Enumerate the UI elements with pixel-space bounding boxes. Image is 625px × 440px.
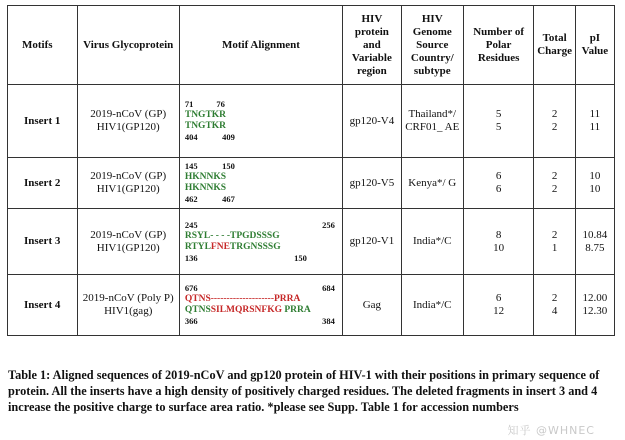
position-number: 404 [184, 132, 198, 142]
alignment-cell [179, 275, 342, 336]
position-number: 462 [184, 194, 198, 204]
glycoprotein-line: 2019-nCoV (GP) [90, 228, 167, 241]
sequence-top [185, 110, 340, 121]
value-line: 2 [551, 121, 558, 133]
position-number: 136 [184, 252, 198, 263]
value-line: 12 [493, 305, 505, 317]
value-line: 10.84 [582, 228, 608, 241]
value-line: 2 [551, 108, 558, 120]
watermark: 知乎 @WHNEC [507, 424, 595, 437]
position-number: 76 [216, 99, 225, 109]
position-number: 384 [322, 316, 335, 326]
pi-cell [575, 158, 614, 209]
sequence-segment: TRGNSSSG [229, 241, 281, 252]
pi-cell [575, 209, 614, 275]
motif-label: Insert 2 [8, 158, 78, 209]
motif-label: Insert 1 [8, 85, 78, 158]
value-line: 6 [495, 183, 502, 195]
value-line: 5 [495, 121, 502, 133]
top-positions [185, 220, 335, 231]
value-line: 2 [551, 292, 558, 304]
table-row [8, 158, 615, 209]
pi-cell [575, 85, 614, 158]
glycoprotein-line: HIV1(GP120) [96, 183, 160, 195]
sequence-top [185, 294, 340, 305]
motif-table [7, 5, 615, 336]
value-line: 6 [495, 170, 502, 182]
header-motifs: Motifs [8, 6, 78, 85]
header-row [8, 6, 615, 85]
sequence-bottom [185, 121, 340, 132]
sequence-segment: TNGTKR [184, 110, 227, 120]
position-number: 150 [222, 161, 235, 171]
position-number: 467 [222, 194, 235, 204]
header-source: HIV Genome Source Country/ subtype [401, 6, 463, 85]
bottom-positions [185, 132, 235, 143]
sequence-bottom [185, 242, 340, 253]
glycoprotein-line: 2019-nCoV (GP) [90, 108, 167, 120]
motif-label: Insert 4 [8, 275, 78, 336]
glycoprotein-line: HIV1(GP120) [96, 121, 160, 133]
value-line: 8.75 [585, 241, 605, 254]
sequence-segment: QTNS--------------------PRRA [184, 294, 301, 304]
position-number: 256 [322, 219, 335, 230]
charge-cell [534, 209, 575, 275]
position-number: 145 [184, 161, 198, 171]
header-pi: pI Value [575, 6, 614, 85]
position-number: 684 [322, 283, 335, 293]
value-line: 12.00 [582, 292, 608, 304]
glycoprotein-line: 2019-nCoV (Poly P) [82, 292, 174, 304]
sequence-bottom [185, 305, 340, 316]
top-positions [185, 283, 335, 294]
polar-cell [463, 275, 534, 336]
charge-cell [534, 85, 575, 158]
sequence-top [185, 231, 340, 242]
glycoprotein-cell [77, 158, 179, 209]
glycoprotein-cell [77, 275, 179, 336]
value-line: 2 [551, 228, 558, 241]
alignment-cell [179, 209, 342, 275]
value-line: 10 [493, 241, 505, 254]
sequence-segment: QTNS [184, 305, 211, 315]
polar-cell [463, 209, 534, 275]
inserted-segment: FNE [210, 241, 230, 252]
data-table-wrapper [7, 5, 615, 336]
value-line: 2 [551, 170, 558, 182]
glycoprotein-line: HIV1(GP120) [96, 241, 160, 254]
value-line: 4 [551, 305, 558, 317]
header-glycoprotein: Virus Glycoprotein [77, 6, 179, 85]
value-line: 10 [589, 170, 601, 182]
value-line: 1 [551, 241, 558, 254]
header-charge: Total Charge [534, 6, 575, 85]
sequence-segment: HKNNKS [184, 172, 227, 182]
table-row [8, 209, 615, 275]
sequence-segment: PRRA [282, 305, 311, 315]
position-number: 366 [184, 316, 198, 326]
position-number: 409 [222, 132, 235, 142]
sequence-top [185, 172, 340, 183]
source-cell: Thailand*/ CRF01_ AE [401, 85, 463, 158]
table-row [8, 85, 615, 158]
charge-cell [534, 158, 575, 209]
glycoprotein-line: 2019-nCoV (GP) [90, 170, 167, 182]
value-line: 6 [495, 292, 502, 304]
sequence-bottom [185, 183, 340, 194]
sequence-segment: HKNNKS [184, 183, 227, 193]
table-row [8, 275, 615, 336]
value-line: 10 [589, 183, 601, 195]
pi-cell [575, 275, 614, 336]
alignment-cell [179, 85, 342, 158]
position-number: 150 [294, 252, 307, 263]
sequence-segment: RTYL [184, 241, 211, 252]
inserted-segment: SILMQRSNFKG [210, 305, 282, 315]
top-positions [185, 99, 225, 110]
value-line: 11 [589, 108, 601, 120]
region-cell: gp120-V5 [343, 158, 402, 209]
bottom-positions [185, 253, 307, 264]
value-line: 8 [495, 228, 502, 241]
motif-label: Insert 3 [8, 209, 78, 275]
region-cell: gp120-V4 [343, 85, 402, 158]
charge-cell [534, 275, 575, 336]
value-line: 12.30 [582, 305, 608, 317]
sequence-segment: TNGTKR [184, 121, 227, 131]
value-line: 2 [551, 183, 558, 195]
sequence-segment: RSYL- - - -TPGDSSSG [184, 230, 280, 241]
top-positions [185, 161, 235, 172]
header-region: HIV protein and Variable region [343, 6, 402, 85]
value-line: 5 [495, 108, 502, 120]
header-alignment: Motif Alignment [179, 6, 342, 85]
polar-cell [463, 158, 534, 209]
bottom-positions [185, 194, 235, 205]
alignment-cell [179, 158, 342, 209]
source-cell: Kenya*/ G [401, 158, 463, 209]
region-cell: gp120-V1 [343, 209, 402, 275]
header-polar: Number of Polar Residues [463, 6, 534, 85]
glycoprotein-cell [77, 85, 179, 158]
position-number: 71 [184, 99, 194, 109]
position-number: 245 [184, 219, 198, 230]
source-cell: India*/C [401, 275, 463, 336]
value-line: 11 [589, 121, 601, 133]
glycoprotein-line: HIV1(gag) [104, 305, 153, 317]
source-cell: India*/C [401, 209, 463, 275]
glycoprotein-cell [77, 209, 179, 275]
region-cell: Gag [343, 275, 402, 336]
table-caption: Table 1: Aligned sequences of 2019-nCoV and gp120 protein of HIV-1 with their positions in primary sequence of protein. All the inserts have a high density of positively charged residues. The deleted fragments in insert 3 and 4 increase the positive charge to surface area ratio. *please see Supp. Table 1 for accession numbers [8, 368, 600, 414]
polar-cell [463, 85, 534, 158]
bottom-positions [185, 316, 335, 327]
position-number: 676 [184, 283, 198, 293]
